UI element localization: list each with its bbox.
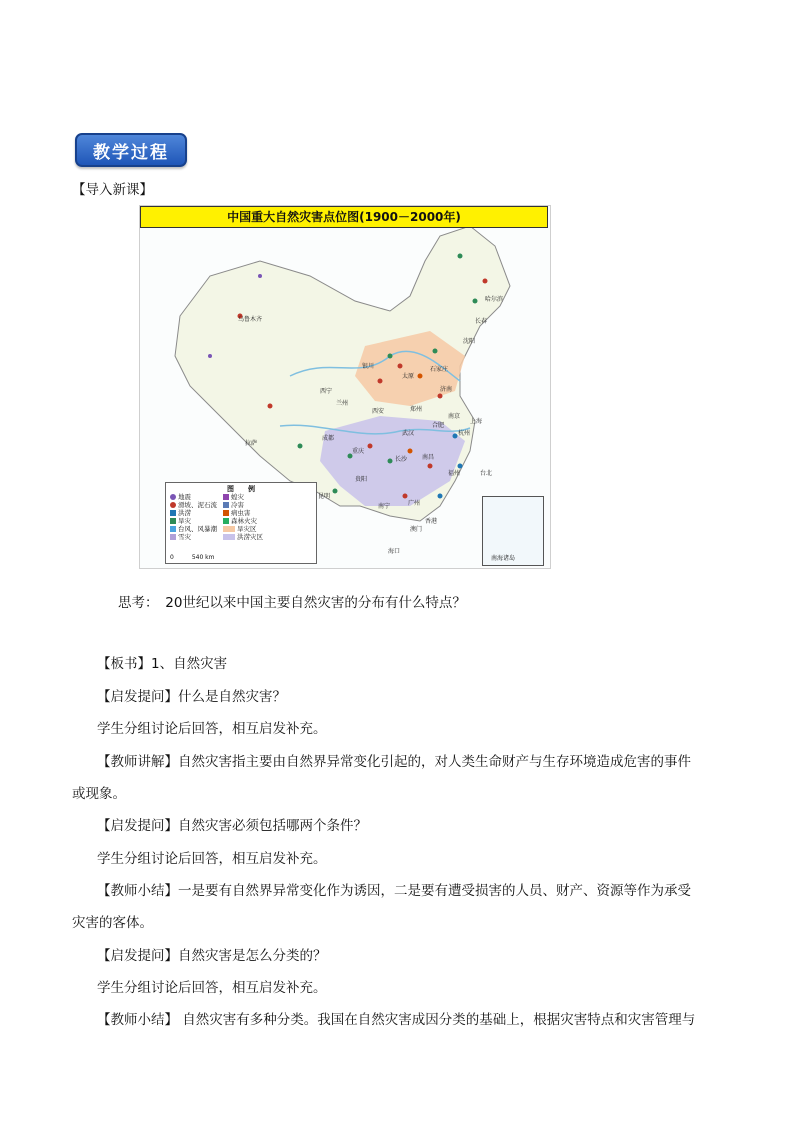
city-label: 贵阳 xyxy=(355,476,368,483)
legend-item: 雪灾 xyxy=(170,533,217,541)
city-label: 福州 xyxy=(448,470,461,477)
paragraph: 【板书】1、自然灾害 xyxy=(97,656,228,672)
city-label: 广州 xyxy=(408,500,421,507)
city-label: 长沙 xyxy=(395,456,408,463)
city-label: 成都 xyxy=(322,435,335,442)
city-label: 杭州 xyxy=(458,430,471,437)
paragraph: 或现象。 xyxy=(72,786,126,802)
city-label: 澳门 xyxy=(410,526,423,533)
city-label: 西安 xyxy=(372,408,385,415)
think-question: 思考： 20世纪以来中国主要自然灾害的分布有什么特点？ xyxy=(118,595,466,611)
legend-item: 洪涝灾区 xyxy=(223,533,263,541)
city-label: 银川 xyxy=(362,363,375,370)
city-label: 拉萨 xyxy=(245,440,258,447)
paragraph: 【启发提问】什么是自然灾害？ xyxy=(97,689,286,705)
city-label: 太原 xyxy=(402,373,415,380)
paragraph: 灾害的客体。 xyxy=(72,915,153,931)
paragraph: 【教师小结】一是要有自然界异常变化作为诱因，二是要有遭受损害的人员、财产、资源等作为承受 xyxy=(97,883,691,899)
legend-column-1 xyxy=(170,493,217,541)
city-label: 西宁 xyxy=(320,388,333,395)
city-label: 昆明 xyxy=(318,493,331,500)
legend-item: 旱灾 xyxy=(170,517,217,525)
city-label: 长春 xyxy=(475,318,488,325)
paragraph: 【启发提问】自然灾害是怎么分类的？ xyxy=(97,948,327,964)
paragraph: 学生分组讨论后回答，相互启发补充。 xyxy=(97,851,327,867)
city-label: 乌鲁木齐 xyxy=(238,316,263,323)
city-label: 海口 xyxy=(388,548,401,555)
city-label: 合肥 xyxy=(432,422,445,429)
city-label: 郑州 xyxy=(410,406,423,413)
city-label: 上海 xyxy=(470,418,483,425)
legend-item: 病虫害 xyxy=(223,509,263,517)
legend-title: 图 例 xyxy=(227,485,255,493)
inset-label: 南海诸岛 xyxy=(491,555,516,562)
map-scale: 0 540 km xyxy=(170,554,215,561)
city-label: 哈尔滨 xyxy=(485,296,504,303)
legend-item: 台风、风暴潮 xyxy=(170,525,217,533)
paragraph: 学生分组讨论后回答，相互启发补充。 xyxy=(97,721,327,737)
paragraph: 【启发提问】自然灾害必须包括哪两个条件？ xyxy=(97,818,367,834)
city-label: 南昌 xyxy=(422,454,435,461)
city-label: 石家庄 xyxy=(430,366,449,373)
city-label: 重庆 xyxy=(352,448,365,455)
city-label: 武汉 xyxy=(402,430,415,437)
south-china-sea-inset xyxy=(482,496,544,566)
disaster-map xyxy=(139,205,551,569)
city-label: 南宁 xyxy=(378,503,391,510)
legend-item: 洪涝 xyxy=(170,509,217,517)
legend-item: 滑坡、泥石流 xyxy=(170,501,217,509)
legend-item: 地震 xyxy=(170,493,217,501)
city-label: 沈阳 xyxy=(463,338,476,345)
city-label: 香港 xyxy=(425,518,438,525)
paragraph: 【教师小结】 自然灾害有多种分类。我国在自然灾害成因分类的基础上，根据灾害特点和灾害管理与 xyxy=(97,1012,696,1028)
paragraph: 【教师讲解】自然灾害指主要由自然界异常变化引起的，对人类生命财产与生存环境造成危害的事件 xyxy=(97,754,691,770)
legend-column-2 xyxy=(223,493,263,541)
legend-item: 冷害 xyxy=(223,501,263,509)
map-title: 中国重大自然灾害点位图(1900－2000年) xyxy=(140,206,548,228)
paragraph: 学生分组讨论后回答，相互启发补充。 xyxy=(97,980,327,996)
section-badge: 教学过程 xyxy=(75,133,187,167)
legend-item: 蝗灾 xyxy=(223,493,263,501)
legend-item: 森林火灾 xyxy=(223,517,263,525)
legend-item: 旱灾区 xyxy=(223,525,263,533)
city-label: 台北 xyxy=(480,470,493,477)
city-label: 南京 xyxy=(448,413,461,420)
city-label: 兰州 xyxy=(336,400,349,407)
city-label: 济南 xyxy=(440,386,453,393)
section-label: 【导入新课】 xyxy=(72,182,153,198)
